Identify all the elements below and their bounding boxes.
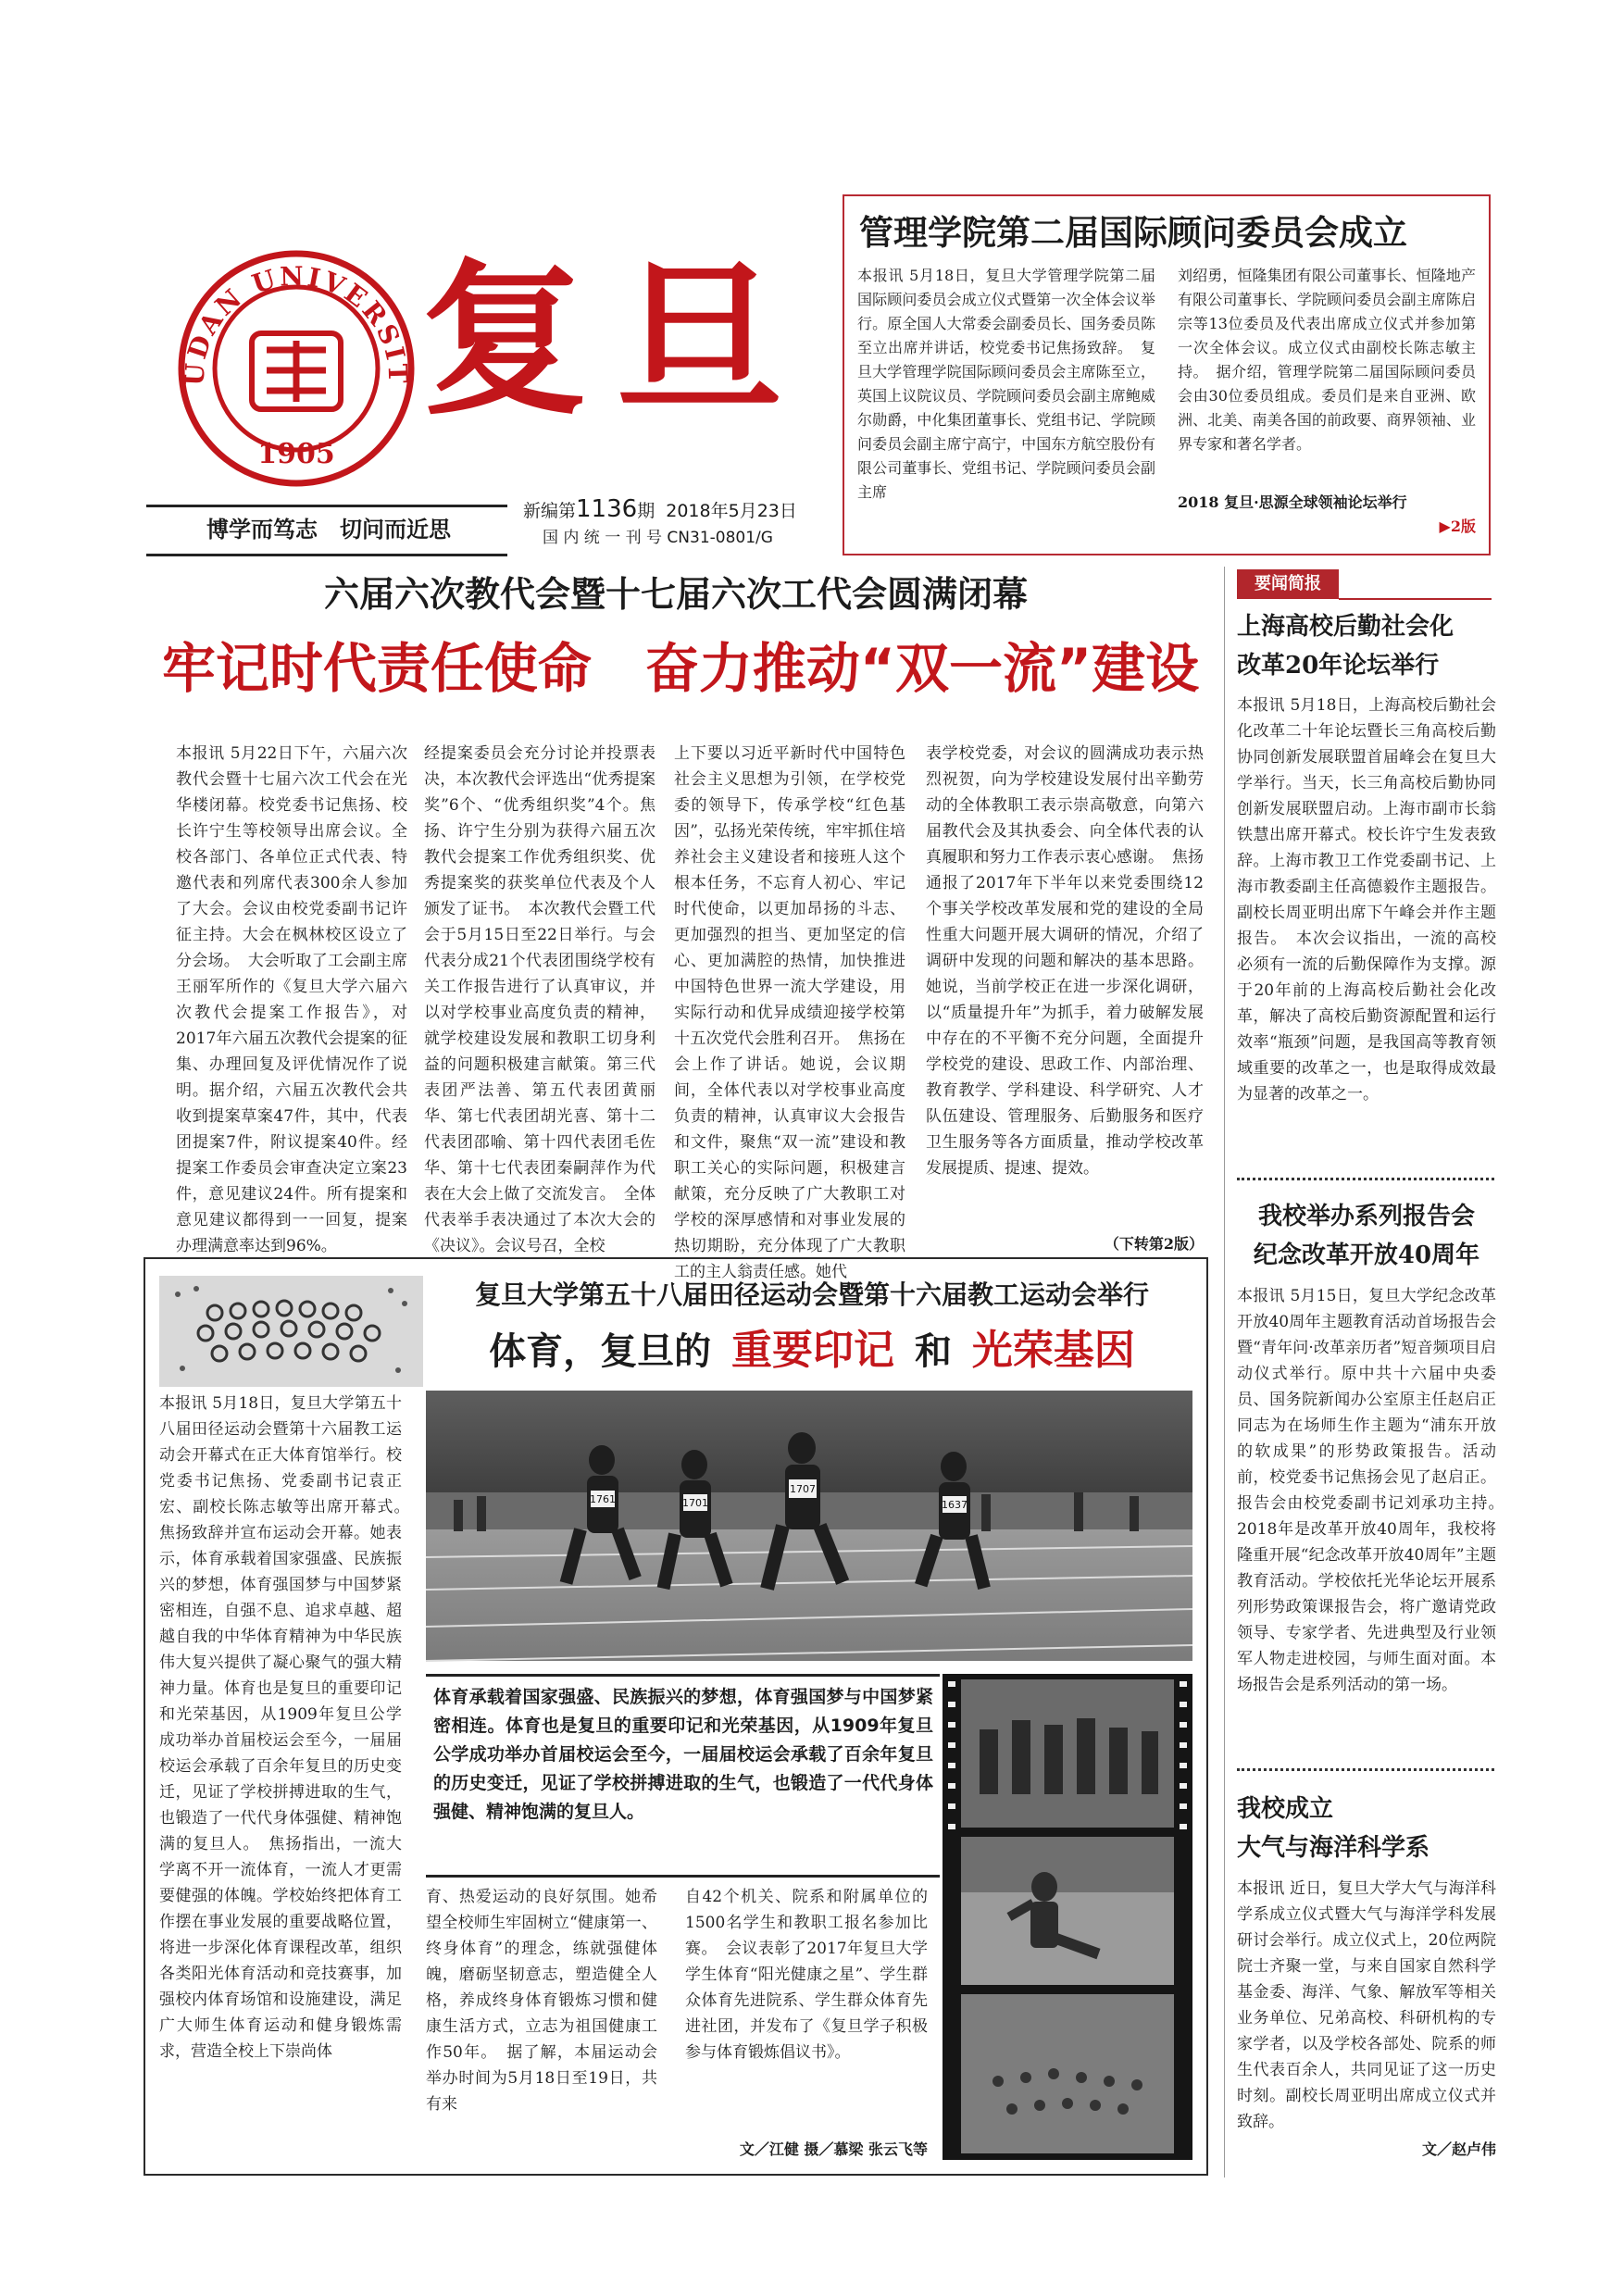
brief3-title-line2: 大气与海洋科学系 [1237,1834,1430,1862]
ceremony-filmstrip-photos [943,1674,1192,2160]
lead-kicker: 六届六次教代会暨十七届六次工代会圆满闭幕 [323,573,1028,615]
seal-text: UDAN UNIVERSIT [179,260,414,387]
masthead-title: 复旦 [421,243,811,438]
sports-headline-part2: 和 [914,1329,952,1373]
top-story-headline: 管理学院第二届国际顾问委员会成立 [859,213,1407,253]
school-motto: 博学而笃志 切问而近思 [206,516,451,543]
sports-headline-red1: 重要印记 [731,1327,895,1374]
sports-headline-part1: 体育，复旦的 [489,1329,712,1373]
bib-3: 1707 [790,1483,816,1495]
sports-col2: 育、热爱运动的良好氛围。她希望全校师生牢固树立“健康第一、终身体育”的理念，练就强健体魄，磨砺坚韧意志，塑造健全人格，养成终身体育锻炼习惯和健康生活方式，立志为祖国健康工作50年。 据了解，本届运动会举办时间为5月18日至19日，共有来 [426,1888,657,2114]
bib-2: 1701 [682,1497,708,1509]
sports-kicker: 复旦大学第五十八届田径运动会暨第十六届教工运动会举行 [474,1279,1149,1310]
sports-headline [428,1318,1196,1383]
brief3-body: 本报讯 近日，复旦大学大气与海洋科学系成立仪式暨大气与海洋学科发展研讨会举行。成立仪式上，20位两院院士齐聚一堂，与来自国家自然科学基金委、海洋、气象、解放军等相关业务单位、兄弟高校、科研机构的专家学者，以及学校各部处、院系的师生代表百余人，共同见证了这一历史时刻。副校长周亚明出席成立仪式并致辞。 [1237,1879,1496,2131]
brief2-title-line2: 纪念改革开放40周年 [1253,1242,1480,1269]
issue-label: 新编第 [523,501,577,521]
brief3-credit: 文／赵卢伟 [1421,2140,1496,2158]
brief2-body: 本报讯 5月15日，复旦大学纪念改革开放40周年主题教育活动首场报告会暨“青年问·改革亲历者”短音频项目启动仪式举行。原中共十六届中央委员、国务院新闻办公室原主任赵启正同志为在场师生作主题为“浦东开放的软成果”的形势政策报告。活动前，校党委书记焦扬会见了赵启正。报告会由校党委副书记刘承功主持。 2018年是改革开放40周年，我校将隆重开展“纪念改革开放40周年”主题教育活动。学校依托光华论坛开展系列形势政策课报告会，将广邀请党政领导、专家学者、先进典型及行业领军人物走进校园，与师生面对面。本场报告会是系列活动的第一场。 [1237,1287,1512,1694]
brief3-title-line1: 我校成立 [1237,1795,1334,1823]
issue-suffix: 期 [637,501,655,521]
brief1-title-line1: 上海高校后勤社会化 [1237,613,1454,641]
lead-col2: 经提案委员会充分讨论并投票表决，本次教代会评选出“优秀提案奖”6个、“优秀组织奖”4个。焦扬、许宁生分别为获得六届五次教代会提案工作优秀组织奖、优秀提案奖的获奖单位代表及个人颁发了证书。 本次教代会暨工代会于5月15日至22日举行。与会代表分成21个代表团围绕学校有关工作报告进行了认真审议，并以对学校事业高度负责的精神，就学校建设发展和教职工切身利益的问题积极建言献策。第三代表团严法善、第五代表团黄丽华、第七代表团胡光喜、第十二代表团邵喻、第十四代表团毛佐华、第十七代表团秦嗣萍作为代表在大会上做了交流发言。 全体代表举手表决通过了本次大会的《决议》。会议号召，全校 [424,744,655,1255]
brief2-title-line1: 我校举办系列报告会 [1257,1203,1475,1230]
issue-number: 1136 [576,495,638,523]
sprint-race-photo [426,1391,1192,1661]
seal-icon [176,248,417,489]
top-story-related: 2018 复旦·思源全球领袖论坛举行 [1178,493,1407,511]
stadium-formation-photo [159,1276,423,1387]
sidebar-section-label: 要闻简报 [1255,574,1321,593]
seal-year: 1905 [257,438,335,470]
top-story-page-link[interactable]: ▶2版 [1439,518,1476,535]
sports-pullquote: 体育承载着国家强盛、民族振兴的梦想，体育强国梦与中国梦紧密相连。体育也是复旦的重要印记和光荣基因，从1909年复旦公学成功举办首届校运会至今，一届届校运会承载了百余年复旦的历史变迁，见证了学校拼搏进取的生气，也锻造了一代代身体强健、精神饱满的复旦人。 [433,1687,933,1822]
publication-code: 国 内 统 一 刊 号 CN31-0801/G [543,529,773,547]
brief1-body: 本报讯 5月18日，上海高校后勤社会化改革二十年论坛暨长三角高校后勤协同创新发展联盟首届峰会在复旦大学举行。当天，长三角高校后勤协同创新发展联盟启动。上海市副市长翁铁慧出席开幕式。校长许宁生发表致辞。上海市教卫工作党委副书记、上海市教委副主任高德毅作主题报告。副校长周亚明出席下午峰会并作主题报告。 本次会议指出，一流的高校必须有一流的后勤保障作为支撑。源于20年前的上海高校后勤社会化改革，解决了高校后勤资源配置和运行效率“瓶颈”问题，是我国高等教育领域重要的改革之一，也是取得成效最为显著的改革之一。 [1237,696,1496,1104]
lead-continued[interactable]: （下转第2版） [1104,1235,1204,1253]
bib-1: 1761 [590,1493,616,1505]
lead-col4: 表学校党委，对会议的圆满成功表示热烈祝贺，向为学校建设发展付出辛勤劳动的全体教职工表示崇高敬意，向第六届教代会及其执委会、向全体代表的认真履职和努力工作表示衷心感谢。 焦扬通报了2017年下半年以来党委围绕12个事关学校改革发展和党的建设的全局性重大问题开展大调研的情况，介绍了调研中发现的问题和解决的基本思路。她说，当前学校正在进一步深化调研，以“质量提升年”为抓手，着力破解发展中存在的不平衡不充分问题，全面提升学校党的建设、思政工作、内部治理、教育教学、学科建设、科学研究、人才队伍建设、管理服务、后勤服务和医疗卫生服务等各方面质量，推动学校改革发展提质、提速、提效。 [926,744,1204,1178]
bib-4: 1637 [942,1499,968,1511]
issue-date: 2018年5月23日 [666,501,797,521]
lead-headline: 牢记时代责任使命 奋力推动“双一流”建设 [161,637,1200,700]
university-seal [176,248,417,489]
brief1-title-line2: 改革20年论坛举行 [1237,652,1440,680]
top-story-col1: 本报讯 5月18日，复旦大学管理学院第二届国际顾问委员会成立仪式暨第一次全体会议举行。原全国人大常委会副委员长、国务委员陈至立出席并讲话，校党委书记焦扬致辞。 复旦大学管理学院国际顾问委员会主席陈至立，英国上议院议员、学院顾问委员会副主席鲍威尔勋爵，中化集团董事长、党组书记、学院顾问委员会副主席宁高宁，中国东方航空股份有限公司董事长、党组书记、学院顾问委员会副主席 [857,267,1155,501]
sports-col1: 本报讯 5月18日，复旦大学第五十八届田径运动会暨第十六届教工运动会开幕式在正大体育馆举行。校党委书记焦扬、党委副书记袁正宏、副校长陈志敏等出席开幕式。 焦扬致辞并宣布运动会开幕。她表示，体育承载着国家强盛、民族振兴的梦想，体育强国梦与中国梦紧密相连，自强不息、追求卓越、超越自我的中华体育精神为中华民族伟大复兴提供了凝心聚气的强大精神力量。体育也是复旦的重要印记和光荣基因，从1909年复旦公学成功举办首届校运会至今，一届届校运会承载了百余年复旦的历史变迁，见证了学校拼搏进取的生气，也锻造了一代代身体强健、精神饱满的复旦人。 焦扬指出，一流大学离不开一流体育，一流人才更需要健强的体魄。学校始终把体育工作摆在事业发展的重要战略位置，将进一步深化体育课程改革，组织各类阳光体育活动和竞技赛事，加强校内体育场馆和设施建设，满足广大师生体育运动和健身锻炼需求，营造全校上下崇尚体 [159,1394,418,2061]
sports-col3: 自42个机关、院系和附属单位的1500名学生和教职工报名参加比赛。 会议表彰了2017年复旦大学学生体育“阳光健康之星”、学生群众体育先进院系、学生群众体育先进社团，并发布了《复旦学子积极参与体育锻炼倡议书》。 [685,1888,928,2062]
lead-col1: 本报讯 5月22日下午，六届六次教代会暨十七届六次工代会在光华楼闭幕。校党委书记焦扬、校长许宁生等校领导出席会议。全校各部门、各单位正式代表、特邀代表和列席代表300余人参加了大会。会议由校党委副书记许征主持。大会在枫林校区设立了分会场。 大会听取了工会副主席王丽军所作的《复旦大学六届六次教代会提案工作报告》，对2017年六届五次教代会提案的征集、办理回复及评优情况作了说明。据介绍，六届五次教代会共收到提案草案47件，其中，代表团提案7件，附议提案40件。经提案工作委员会审查决定立案23件，意见建议24件。所有提案和意见建议都得到一一回复，提案办理满意率达到96%。 [176,744,407,1255]
top-story-col2: 刘绍勇，恒隆集团有限公司董事长、恒隆地产有限公司董事长、学院顾问委员会副主席陈启宗等13位委员及代表出席成立仪式并参加第一次全体会议。成立仪式由副校长陈志敏主持。 据介绍，管理学院第二届国际顾问委员会由30位委员组成。委员们是来自亚洲、欧洲、北美、南美各国的前政要、商界领袖、业界专家和著名学者。 [1178,267,1476,453]
issue-line [523,493,838,526]
lead-col3: 上下要以习近平新时代中国特色社会主义思想为引领，在学校党委的领导下，传承学校“红色基因”，弘扬光荣传统，牢牢抓住培养社会主义建设者和接班人这个根本任务，不忘育人初心、牢记时代使命，以更加昂扬的斗志、更加强烈的担当、更加坚定的信心、更加满腔的热情，加快推进中国特色世界一流大学建设，用实际行动和优异成绩迎接学校第十五次党代会胜利召开。 焦扬在会上作了讲话。她说，会议期间，全体代表以对学校事业高度负责的精神，认真审议大会报告和文件，聚焦“双一流”建设和教职工关心的实际问题，积极建言献策，充分反映了广大教职工对学校的深厚感情和对事业发展的热切期盼，充分体现了广大教职工的主人翁责任感。她代 [674,744,905,1281]
sports-headline-red2: 光荣基因 [971,1327,1135,1374]
sports-credit: 文／江健 摄／慕梁 张云飞等 [739,2140,928,2158]
